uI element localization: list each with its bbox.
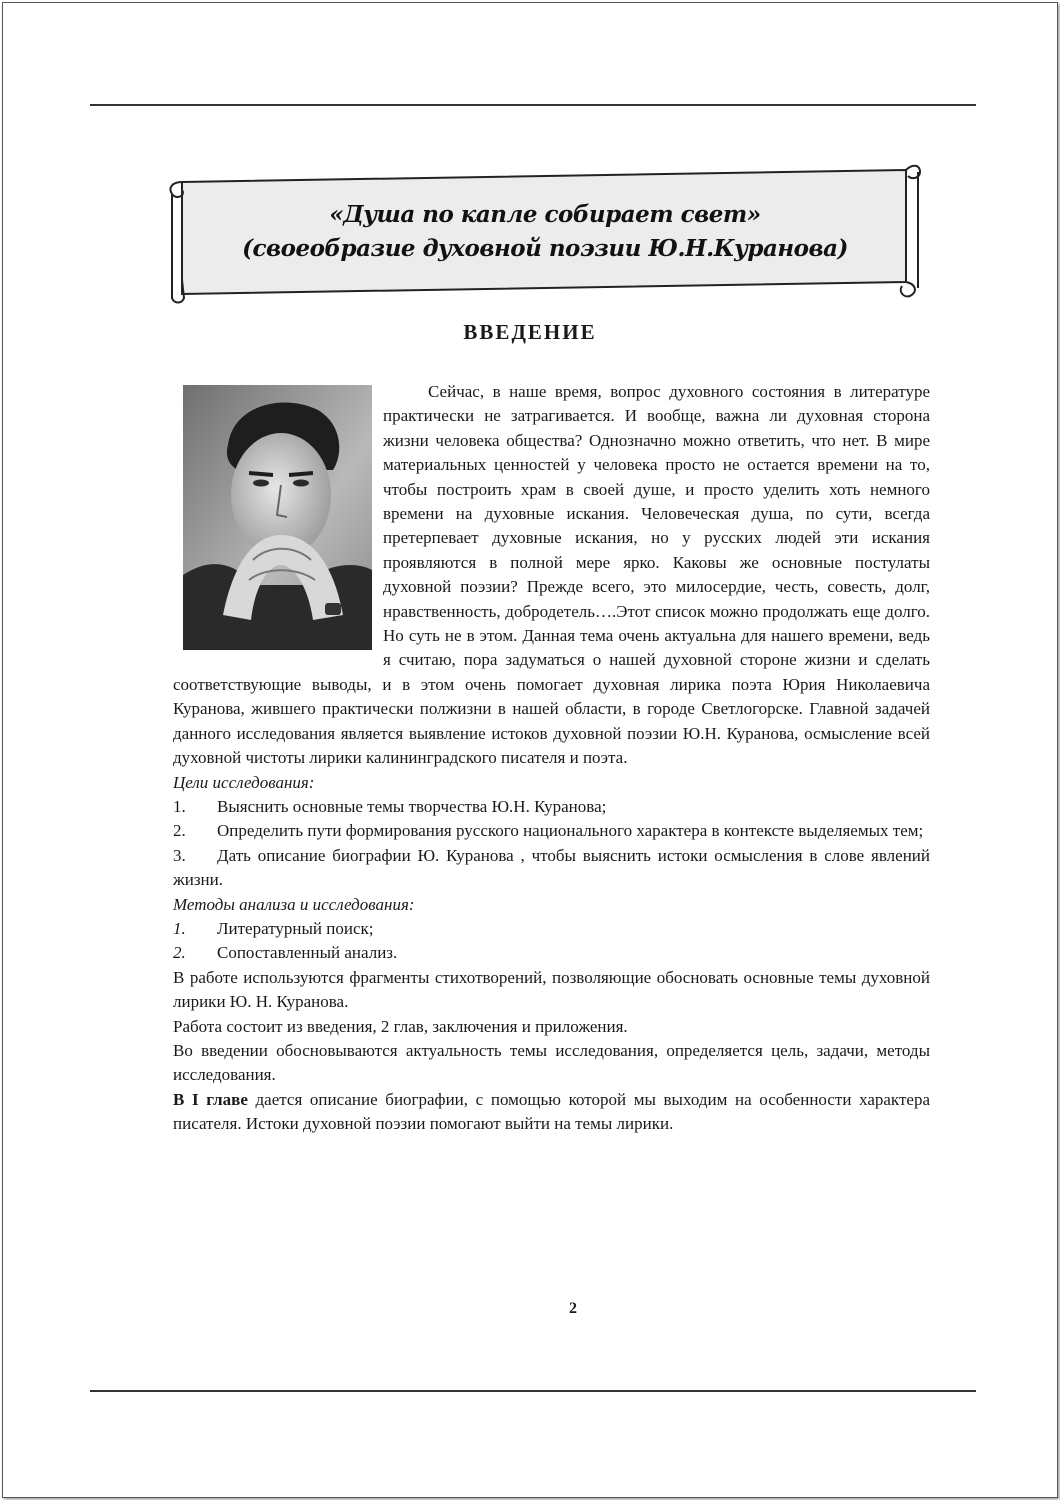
list-number: 3. [173,845,186,865]
chapter1-label: В I главе [173,1089,248,1109]
portrait-wrap-space [173,380,383,672]
list-number: 1. [173,796,186,816]
introduction-summary-paragraph: Во введении обосновываются актуальность темы исследования, определяется цель, задачи, методы исследования. [173,1040,930,1085]
banner-text [190,198,900,266]
list-text: Сопоставленный анализ. [217,943,398,963]
chapter1-paragraph [173,1088,930,1137]
list-number: 2. [173,821,186,841]
structure-paragraph: Работа состоит из введения, 2 глав, заключения и приложения. [173,1016,628,1036]
page-number: 2 [569,1300,577,1317]
list-number: 2. [173,943,186,963]
title-banner [160,160,930,310]
list-item [173,844,930,893]
footer-rule [90,1390,976,1392]
methods-title: Методы анализа и исследования: [173,894,415,914]
chapter1-text: дается описание биографии, с помощью которой мы выходим на особенности характера писателя. Истоки духовной поэзии помогают выйти на темы лирики. [173,1089,930,1134]
list-text: Литературный поиск; [217,918,374,938]
list-item [173,917,930,941]
fragments-paragraph: В работе используются фрагменты стихотворений, позволяющие обосновать основные темы духовной лирики Ю. Н. Куранова. [173,967,930,1012]
intro-paragraph: Сейчас, в наше время, вопрос духовного состояния в литературе практически не затрагивается. И вообще, важна ли духовная сторона жизни человека общества? Однозначно можно ответить, что нет. В мире материальных ценностей у человека просто не остается времени на то, чтобы построить храм в своей душе, и просто уделить хоть немного времени на духовные искания. Человеческая душа, по сути, всегда претерпевает духовные искания, но у русских людей эти искания проявляются в полной мере ярко. Каковы же основные постулаты духовной поэзии? Прежде всего, это милосердие, честь, совесть, долг, нравственность, добродетель….Этот список можно продолжать еще долго. Но суть не в этом. Данная тема очень актуальна для нашего времени, ведь я считаю, пора задуматься о нашей духовной стороне жизни и сделать соответствующие выводы, и в этом очень помогает духовная лирика поэта Юрия Николаевича Куранова, жившего практически полжизни в нашей области, в городе Светлогорске. Главной задачей данного исследования является выявление истоков духовной поэзии Ю.Н. Куранова, осмысление всей духовной чистоты лирики калининградского писателя и поэта. [173,382,930,768]
section-heading: ВВЕДЕНИЕ [463,320,597,344]
list-item [173,819,930,843]
banner-subtitle: (своеобразие духовной поэзии Ю.Н.Куранова) [242,235,848,262]
list-number: 1. [173,918,186,938]
goals-title: Цели исследования: [173,772,315,792]
list-text: Выяснить основные темы творчества Ю.Н. Куранова; [217,796,607,816]
list-item [173,795,930,819]
list-item [173,941,930,965]
list-text: Дать описание биографии Ю. Куранова , чтобы выяснить истоки осмысления в слове явлений жизни. [173,845,930,890]
banner-title: «Душа по капле собирает свет» [329,201,761,228]
header-rule [90,104,976,106]
list-text: Определить пути формирования русского национального характера в контексте выделяемых тем; [217,821,924,841]
body-text [173,380,930,1137]
